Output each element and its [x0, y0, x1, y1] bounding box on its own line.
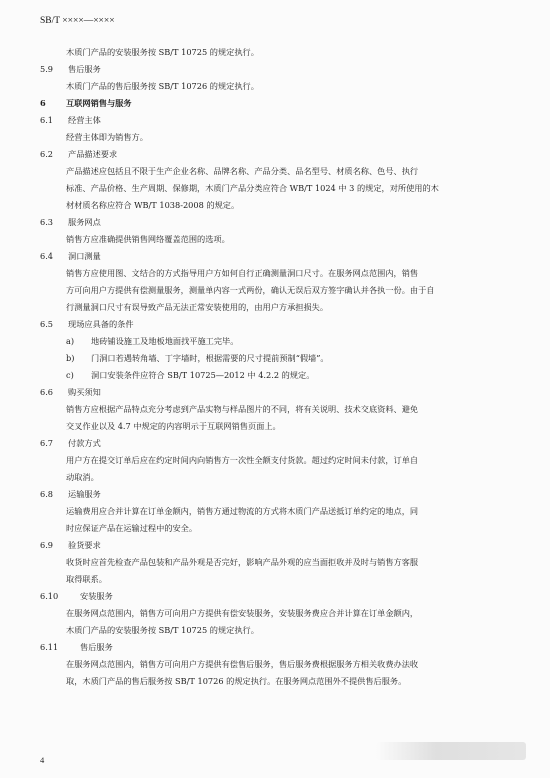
section-number: 5.9 — [40, 64, 54, 74]
body-text-line: 销售方应根据产品特点充分考虑到产品实物与样品图片的不同，将有关说明、技术交底资料、避免 — [66, 404, 419, 414]
body-text-line: 动取消。 — [66, 472, 99, 482]
section-number: 6.7 — [40, 438, 54, 448]
body-text-line: 取，木质门产品的售后服务按 SB/T 10726 的规定执行。在服务网点范围外不提供售后服务。 — [66, 676, 407, 686]
section-title: 经营主体 — [68, 115, 101, 125]
body-text-line: 木质门产品的安装服务按 SB/T 10725 的规定执行。 — [66, 47, 259, 57]
section-number: 6.10 — [40, 591, 59, 601]
section-number: 6.9 — [40, 540, 54, 550]
body-text-line: 用户方在提交订单后应在约定时间内向销售方一次性全额支付货款。超过约定时间未付款，订单自 — [66, 455, 419, 465]
standard-code-header: SB/T ××××—×××× — [40, 16, 115, 26]
section-title: 洞口测量 — [68, 251, 101, 261]
section-title: 互联网销售与服务 — [66, 98, 132, 108]
body-text-line: 在服务网点范围内，销售方可向用户方提供有偿售后服务，售后服务费根据服务方相关收费办法收 — [66, 659, 419, 669]
body-text-line: 交叉作业以及 4.7 中规定的内容明示于互联网销售页面上。 — [66, 421, 281, 431]
body-text-line: 销售方应使用图、文结合的方式指导用户方如何自行正确测量洞口尺寸。在服务网点范围内，销售 — [66, 268, 419, 278]
section-title: 购买须知 — [68, 387, 101, 397]
body-text-line: 标准、产品价格、生产周期、保修期，木质门产品分类应符合 WB/T 1024 中 3 的规定，对所使用的木 — [66, 183, 439, 193]
list-marker: c) — [66, 370, 74, 380]
section-title: 现场应具备的条件 — [68, 319, 134, 329]
body-text-line: 木质门产品的安装服务按 SB/T 10725 的规定执行。 — [66, 625, 259, 635]
section-title: 付款方式 — [68, 438, 101, 448]
body-text-line: 木质门产品的售后服务按 SB/T 10726 的规定执行。 — [66, 81, 259, 91]
section-title: 售后服务 — [68, 64, 101, 74]
body-text-line: 销售方应准确提供销售网络覆盖范围的选项。 — [66, 234, 230, 244]
section-number: 6 — [40, 98, 46, 108]
section-title: 运输服务 — [68, 489, 101, 499]
body-text-line: 经营主体即为销售方。 — [66, 132, 148, 142]
watermark — [376, 742, 526, 760]
section-number: 6.2 — [40, 149, 54, 159]
section-title: 验货要求 — [68, 540, 101, 550]
list-text: 门洞口若遇转角墙、丁字墙时，根据需要的尺寸提前预制“假墙”。 — [91, 353, 329, 363]
section-number: 6.1 — [40, 115, 54, 125]
body-text-line: 时应保证产品在运输过程中的安全。 — [66, 523, 198, 533]
list-text: 地砖铺设施工及地板地面找平施工完毕。 — [91, 336, 239, 346]
section-number: 6.5 — [40, 319, 54, 329]
body-text-line: 方可向用户方提供有偿测量服务，测量单内容一式两份，确认无误后双方签字确认并各执一份。由于自 — [66, 285, 435, 295]
body-text-line: 收货时应首先检查产品包装和产品外观是否完好，影响产品外观的应当面拒收并及时与销售方客服 — [66, 557, 419, 567]
section-title: 安装服务 — [80, 591, 113, 601]
section-title: 产品描述要求 — [68, 149, 118, 159]
body-text-line: 材材质名称应符合 WB/T 1038-2008 的规定。 — [66, 200, 240, 210]
section-number: 6.6 — [40, 387, 54, 397]
section-number: 6.8 — [40, 489, 54, 499]
list-marker: a) — [66, 336, 75, 346]
section-number: 6.4 — [40, 251, 54, 261]
body-text-line: 产品描述应包括且不限于生产企业名称、品牌名称、产品分类、品名型号、材质名称、色号、执行 — [66, 166, 419, 176]
section-title: 服务网点 — [68, 217, 101, 227]
list-text: 洞口安装条件应符合 SB/T 10725—2012 中 4.2.2 的规定。 — [91, 370, 315, 380]
body-text-line: 取得联系。 — [66, 574, 107, 584]
page-number: 4 — [40, 755, 45, 765]
list-marker: b) — [66, 353, 75, 363]
body-text-line: 在服务网点范围内，销售方可向用户方提供有偿安装服务，安装服务费应合并计算在订单金额内， — [66, 608, 419, 618]
section-number: 6.11 — [40, 642, 59, 652]
body-text-line: 运输费用应合并计算在订单金额内，销售方通过物流的方式将木质门产品送抵订单约定的地点，同 — [66, 506, 419, 516]
section-title: 售后服务 — [80, 642, 113, 652]
section-number: 6.3 — [40, 217, 54, 227]
body-text-line: 行测量洞口尺寸有误导致产品无法正常安装使用的，由用户方承担损失。 — [66, 302, 329, 312]
